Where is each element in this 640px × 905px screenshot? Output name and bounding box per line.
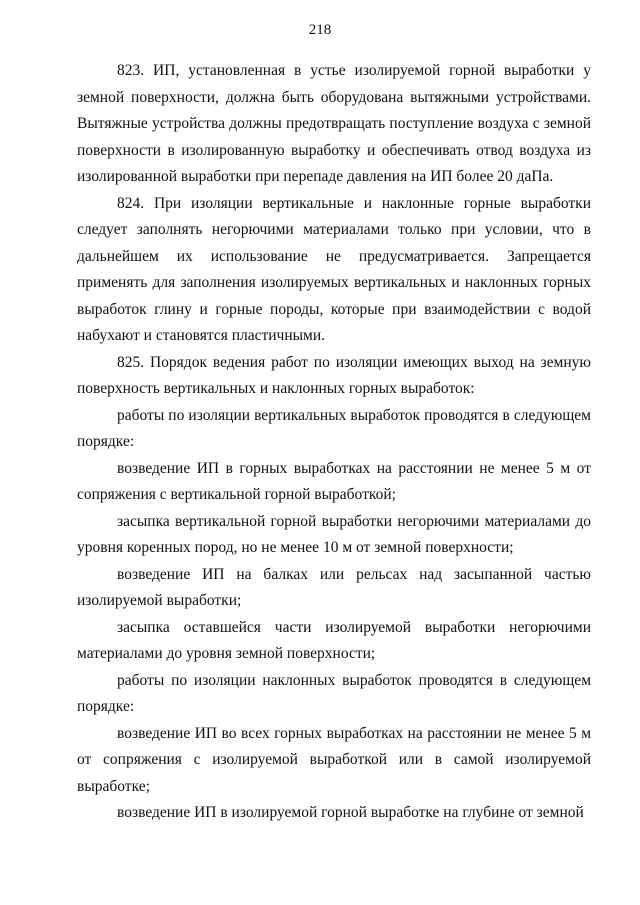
paragraph-vertical-step-2: засыпка вертикальной горной выработки негорючими материалами до уровня коренных пород, но не менее 10 м от земной поверхности; <box>77 512 591 556</box>
document-body <box>77 58 591 827</box>
paragraph-vertical-step-1: возведение ИП в горных выработках на расстоянии не менее 5 м от сопряжения с вертикальной горной выработкой; <box>77 459 591 503</box>
paragraph-824: 824. При изоляции вертикальные и наклонные горные выработки следует заполнять негорючими материалами только при условии, что в дальнейшем их использование не предусматривается. Запрещается применять для заполнения изолируемых вертикальных и наклонных горных выработок глину и горные породы, которые при взаимодействии с водой набухают и становятся пластичными. <box>77 194 591 344</box>
paragraph-inclined-step-2: возведение ИП в изолируемой горной выработке на глубине от земной <box>117 804 584 821</box>
paragraph-823: 823. ИП, установленная в устье изолируемой горной выработки у земной поверхности, должна быть оборудована вытяжными устройствами. Вытяжные устройства должны предотвращать поступление воздуха с земной поверхности в изолированную выработку и обеспечивать отвод воздуха из изолированной выработки при перепаде давления на ИП более 20 даПа. <box>77 62 591 185</box>
paragraph-inclined-step-1: возведение ИП во всех горных выработках на расстоянии не менее 5 м от сопряжения с изолируемой выработкой или в самой изолируемой выработке; <box>77 724 591 795</box>
page-number: 218 <box>308 22 332 38</box>
paragraph-inclined-works: работы по изоляции наклонных выработок проводятся в следующем порядке: <box>77 671 591 715</box>
paragraph-vertical-step-3: возведение ИП на балках или рельсах над засыпанной частью изолируемой выработки; <box>77 565 591 609</box>
paragraph-vertical-step-4: засыпка оставшейся части изолируемой выработки негорючими материалами до уровня земной поверхности; <box>77 618 591 662</box>
paragraph-vertical-works: работы по изоляции вертикальных выработок проводятся в следующем порядке: <box>77 406 591 450</box>
paragraph-825: 825. Порядок ведения работ по изоляции имеющих выход на земную поверхность вертикальных и наклонных горных выработок: <box>77 353 591 397</box>
